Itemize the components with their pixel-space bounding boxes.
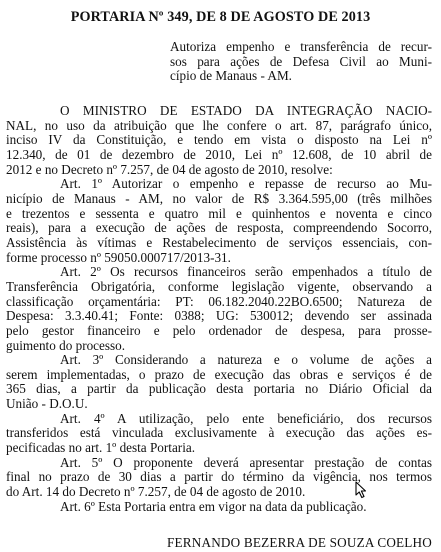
- text-line: final no prazo de 30 dias a partir do término da vigência, nos termos: [6, 469, 432, 485]
- text-line: NAL, no uso da atribuição que lhe confere o art. 87, parágrafo único,: [6, 117, 432, 133]
- ementa: [170, 40, 432, 84]
- text-line: Despesa: 3.3.40.41; Fonte: 0388; UG: 530012; devendo ser assinada: [6, 308, 432, 324]
- text-line: inciso IV da Constituição, e tendo em vista o disposto na Lei nº: [6, 132, 432, 148]
- text-line: União - D.O.U.: [6, 396, 88, 412]
- mouse-pointer-icon: [355, 481, 367, 499]
- text-line: O MINISTRO DE ESTADO DA INTEGRAÇÃO NACIO-: [60, 103, 432, 118]
- page-title: PORTARIA Nº 349, DE 8 DE AGOSTO DE 2013: [70, 9, 371, 25]
- text-line: transferidos está vinculada exclusivamente à execução das ações es-: [6, 425, 432, 441]
- text-line: 2012 e no Decreto nº 7.257, de 04 de agosto de 2010, resolve:: [6, 161, 333, 177]
- article-5-paragraph: [6, 456, 432, 500]
- ementa-line: sos para ações de Defesa Civil ao Muni-: [170, 53, 432, 69]
- article-1-paragraph: [6, 177, 432, 265]
- ementa-line: Autoriza empenho e transferência de recur-: [170, 39, 432, 54]
- text-line: reais), para a execução de ações de resposta, compreendendo Socorro,: [6, 220, 432, 236]
- preamble-paragraph: [6, 104, 432, 177]
- text-line: Art. 6º Esta Portaria entra em vigor na data da publicação.: [60, 498, 367, 514]
- article-2-paragraph: [6, 265, 432, 353]
- text-line: pecificadas no art. 1º desta Portaria.: [6, 440, 196, 456]
- text-line: Transferência Obrigatória, conforme legislação vigente, observando a: [6, 278, 432, 294]
- text-line: 365 dias, a partir da publicação desta portaria no Diário Oficial da: [6, 381, 432, 397]
- text-line: Art. 2º Os recursos financeiros serão empenhados a título de: [60, 264, 432, 280]
- text-line: Art. 1º Autorizar o empenho e repasse de recurso ao Mu-: [60, 176, 432, 192]
- ementa-line: cípio de Manaus - AM.: [170, 68, 292, 84]
- text-line: Art. 3º Considerando a natureza e o volume de ações a: [60, 352, 432, 368]
- text-line: do Art. 14 do Decreto nº 7.257, de 04 de agosto de 2010.: [6, 484, 306, 500]
- article-3-paragraph: [6, 353, 432, 412]
- text-line: Art. 5º O proponente deverá apresentar prestação de contas: [60, 454, 432, 470]
- text-line: classificação orçamentária: PT: 06.182.2040.22BO.6500; Natureza de: [6, 293, 432, 309]
- text-line: guimento do processo.: [6, 337, 126, 353]
- text-line: forme processo nº 59050.000717/2013-31.: [6, 249, 231, 265]
- text-line: nicípio de Manaus - AM, no valor de R$ 3.364.595,00 (três milhões: [6, 190, 432, 206]
- text-line: Art. 4º A utilização, pelo ente beneficiário, dos recursos: [60, 410, 432, 426]
- article-4-paragraph: [6, 412, 432, 456]
- article-6-paragraph: [6, 500, 432, 515]
- text-line: 12.340, de 01 de dezembro de 2010, Lei nº 12.608, de 10 abril de: [6, 146, 432, 162]
- text-line: pelo gestor financeiro e pelo ordenador de despesa, para prosse-: [6, 322, 432, 338]
- document-body: [6, 104, 432, 514]
- text-line: serem implementadas, o prazo de execução das obras e serviços é de: [6, 366, 432, 382]
- signature-name: FERNANDO BEZERRA DE SOUZA COELHO: [166, 535, 432, 550]
- text-line: Assistência às vítimas e Restabelecimento de serviços essenciais, con-: [6, 234, 432, 250]
- text-line: e trezentos e sessenta e quatro mil e quinhentos e noventa e cinco: [6, 205, 432, 221]
